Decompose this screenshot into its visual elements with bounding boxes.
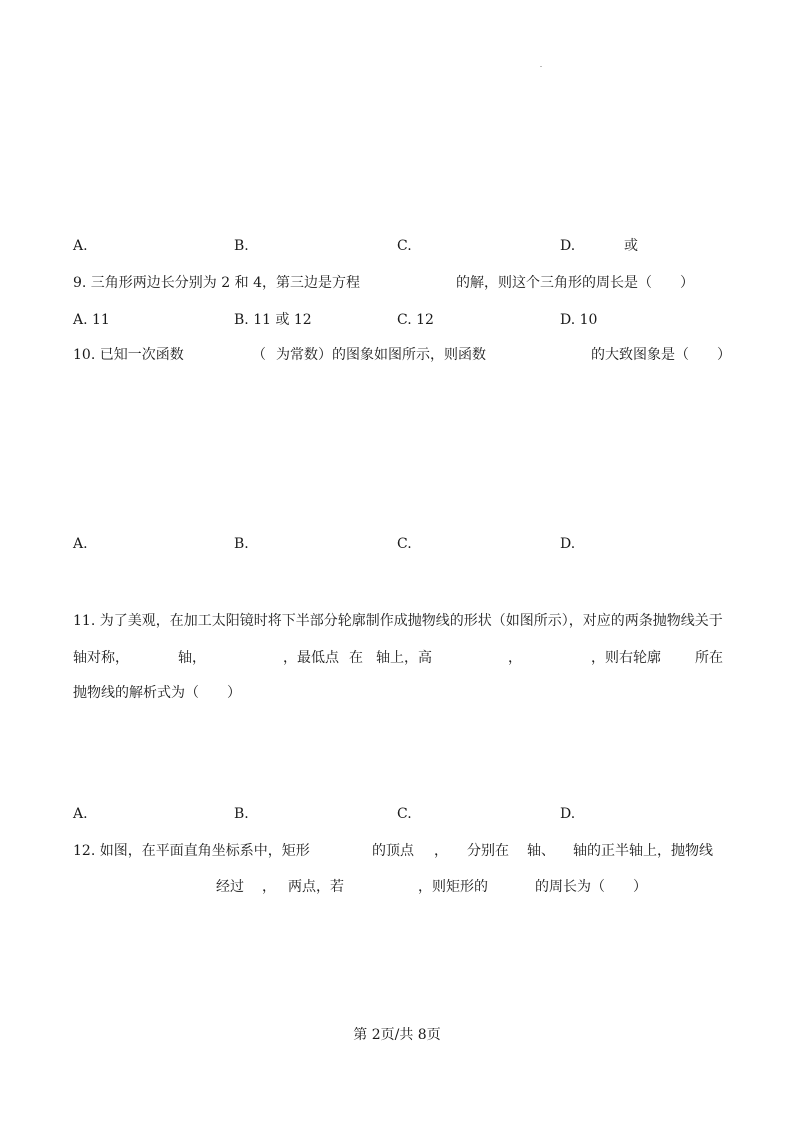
q11-option-c: C.: [397, 806, 412, 822]
q10-option-b: B.: [234, 536, 249, 552]
q12-line1-part3: ，: [434, 843, 448, 859]
q9-stem-part1: 9. 三角形两边长分别为 2 和 4，第三边是方程: [73, 275, 360, 291]
q10-stem-part2: （: [252, 347, 266, 363]
q9-stem-part2: 的解，则这个三角形的周长是（ ）: [456, 275, 694, 291]
q9-option-d: D. 10: [560, 312, 598, 328]
q10-stem-part1: 10. 已知一次函数: [73, 347, 184, 363]
q12-line1-part4: 分别在: [467, 843, 509, 859]
q12-line1-part2: 的顶点: [372, 843, 414, 859]
q12-line2-part4: ，则矩形的: [418, 879, 488, 895]
q11-line2-part8: 所在: [695, 650, 723, 666]
q11-line3: 抛物线的解析式为（ ）: [73, 685, 241, 701]
q8-option-a: A.: [73, 238, 88, 254]
q12-line2-part5: 的周长为（ ）: [535, 879, 647, 895]
scan-speck: [540, 66, 542, 67]
q12-line2-part2: ，: [262, 879, 276, 895]
q10-option-a: A.: [73, 536, 88, 552]
q12-line1-part5: 轴、: [527, 843, 555, 859]
q12-line1-part6: 轴的正半轴上，抛物线: [573, 843, 713, 859]
q8-option-c: C.: [397, 238, 412, 254]
q11-line2-part3: ，最低点: [283, 650, 339, 666]
q10-option-c: C.: [397, 536, 412, 552]
page-footer: 第 2页/共 8页: [353, 1027, 441, 1043]
q11-line2-part5: 轴上，高: [376, 650, 432, 666]
q10-stem-part3: 为常数）的图象如图所示，则函数: [276, 347, 486, 363]
q12-line2-part1: 经过: [216, 879, 244, 895]
q11-line2-part6: ，: [508, 650, 522, 666]
q8-option-d: D.: [560, 238, 576, 254]
q8-option-b: B.: [234, 238, 249, 254]
q11-line2-part4: 在: [349, 650, 363, 666]
q10-option-d: D.: [560, 536, 576, 552]
q11-line1: 11. 为了美观，在加工太阳镜时将下半部分轮廓制作成抛物线的形状（如图所示），对应的两条抛物线关于: [73, 613, 723, 629]
q9-option-a: A. 11: [73, 312, 110, 328]
q11-line2-part7: ，则右轮廓: [591, 650, 661, 666]
q9-option-c: C. 12: [397, 312, 434, 328]
q11-option-a: A.: [73, 806, 88, 822]
q12-line2-part3: 两点，若: [288, 879, 344, 895]
q11-option-b: B.: [234, 806, 249, 822]
q8-option-d-or: 或: [624, 238, 638, 254]
q12-line1-part1: 12. 如图，在平面直角坐标系中，矩形: [73, 843, 310, 859]
q11-line2-part1: 轴对称，: [73, 650, 129, 666]
q10-stem-part4: 的大致图象是（ ）: [591, 347, 731, 363]
q11-option-d: D.: [560, 806, 576, 822]
q9-option-b: B. 11 或 12: [234, 312, 312, 328]
q11-line2-part2: 轴，: [178, 650, 206, 666]
